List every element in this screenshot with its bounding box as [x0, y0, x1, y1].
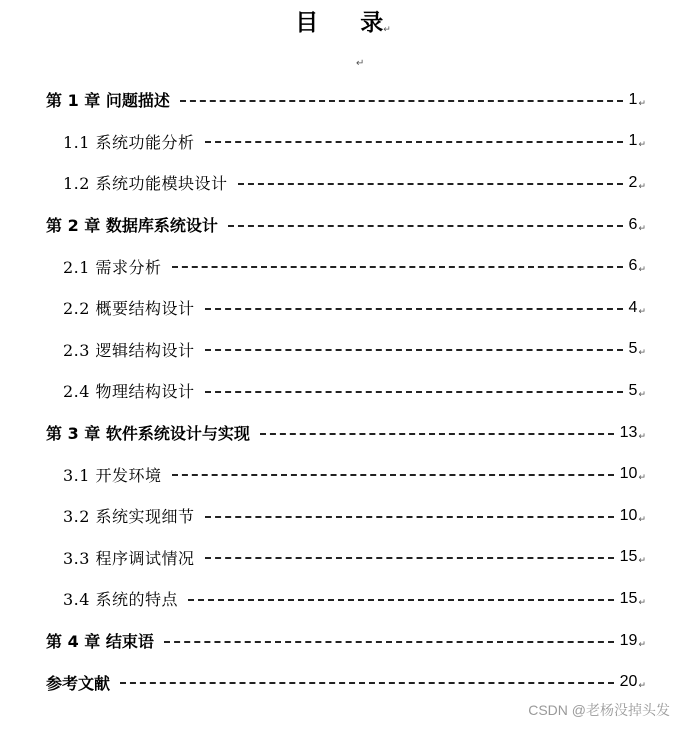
toc-entry-label: 1.1 系统功能分析 [63, 132, 195, 152]
toc-entry-section[interactable] [0, 245, 686, 287]
toc-leader-line [238, 183, 623, 185]
toc-entry-page [620, 465, 646, 483]
empty-paragraph-mark-icon: ↵ [356, 58, 365, 69]
toc-leader-line [205, 141, 623, 143]
toc-entry-label: 第 1 章 问题描述 [46, 91, 170, 111]
paragraph-mark-icon: ↵ [638, 264, 646, 275]
toc-page-number: 5 [628, 340, 638, 358]
toc-entry-chapter[interactable] [0, 620, 686, 662]
toc-entry-section[interactable] [0, 578, 686, 620]
paragraph-mark-icon: ↵ [638, 513, 646, 524]
toc-entry-section[interactable] [0, 495, 686, 537]
paragraph-mark-icon: ↵ [383, 25, 391, 35]
toc-page-number: 15 [619, 548, 638, 566]
toc-entry-section[interactable] [0, 162, 686, 204]
toc-leader-line [205, 308, 623, 310]
paragraph-mark-icon: ↵ [638, 97, 646, 108]
toc-entry-label: 2.2 概要结构设计 [63, 299, 195, 319]
toc-entry-label: 参考文献 [46, 673, 111, 693]
toc-leader-line [164, 641, 614, 643]
toc-entry-label: 第 2 章 数据库系统设计 [46, 216, 218, 236]
toc-page-number: 6 [628, 257, 638, 275]
toc-entry-label: 3.1 开发环境 [63, 465, 162, 485]
toc-leader-line [120, 682, 614, 684]
paragraph-mark-icon: ↵ [638, 430, 646, 441]
toc-entry-label: 第 4 章 结束语 [46, 632, 154, 652]
toc-leader-line [172, 474, 614, 476]
toc-leader-line [205, 516, 614, 518]
toc-page-number: 20 [619, 673, 638, 691]
toc-page-number: 19 [619, 631, 638, 649]
toc-title-part1: 目 [295, 10, 319, 36]
toc-entry-label: 2.3 逻辑结构设计 [63, 340, 195, 360]
paragraph-mark-icon: ↵ [638, 638, 646, 649]
toc-entry-label: 3.4 系统的特点 [63, 590, 179, 610]
toc-entry-label: 2.4 物理结构设计 [63, 382, 195, 402]
paragraph-mark-icon: ↵ [638, 388, 646, 399]
toc-page-number: 5 [628, 381, 638, 399]
paragraph-mark-icon: ↵ [638, 596, 646, 607]
toc-entry-page [620, 590, 646, 608]
toc-entry-chapter[interactable] [0, 412, 686, 454]
toc-entry-label: 1.2 系统功能模块设计 [63, 174, 228, 194]
toc-entry-page [620, 424, 646, 442]
toc-entry-label: 第 3 章 软件系统设计与实现 [46, 424, 250, 444]
toc-entry-page [629, 257, 646, 275]
toc-leader-line [260, 433, 614, 435]
toc-leader-line [205, 391, 623, 393]
toc-leader-line [205, 349, 623, 351]
toc-entry-section[interactable] [0, 537, 686, 579]
toc-entry-page [629, 174, 646, 192]
paragraph-mark-icon: ↵ [638, 139, 646, 150]
toc-entry-section[interactable] [0, 121, 686, 163]
toc-title [0, 4, 686, 37]
toc-page-number: 1 [628, 132, 638, 150]
csdn-watermark: CSDN @老杨没掉头发 [528, 702, 670, 718]
paragraph-mark-icon: ↵ [638, 347, 646, 358]
toc-page-number: 1 [628, 90, 638, 108]
toc-leader-line [188, 599, 614, 601]
paragraph-mark-icon: ↵ [638, 472, 646, 483]
toc-entry-page [629, 382, 646, 400]
toc-entry-page [620, 673, 646, 691]
paragraph-mark-icon: ↵ [638, 680, 646, 691]
toc-entry-label: 3.3 程序调试情况 [63, 548, 195, 568]
paragraph-mark-icon: ↵ [638, 180, 646, 191]
toc-page-number: 10 [619, 465, 638, 483]
toc-page-number: 4 [628, 298, 638, 316]
toc-page-number: 2 [628, 173, 638, 191]
toc-entry-label: 2.1 需求分析 [63, 257, 162, 277]
toc-entry-page [629, 340, 646, 358]
toc-entry-page [629, 299, 646, 317]
toc-page-number: 13 [619, 423, 638, 441]
toc-leader-line [172, 266, 623, 268]
toc-entry-page [620, 632, 646, 650]
toc-page-number: 10 [619, 506, 638, 524]
toc-entry-chapter[interactable] [0, 204, 686, 246]
toc-leader-line [180, 100, 623, 102]
toc-list [0, 79, 686, 703]
toc-entry-section[interactable] [0, 453, 686, 495]
toc-entry-page [629, 132, 646, 150]
toc-entry-page [629, 91, 646, 109]
toc-entry-page [620, 507, 646, 525]
toc-leader-line [228, 225, 623, 227]
toc-entry-section[interactable] [0, 287, 686, 329]
toc-leader-line [205, 557, 614, 559]
toc-page-number: 6 [628, 215, 638, 233]
toc-title-part2: 录 [360, 10, 384, 36]
toc-page-number: 15 [619, 589, 638, 607]
toc-entry-page [620, 548, 646, 566]
toc-entry-chapter[interactable] [0, 661, 686, 703]
toc-entry-page [629, 216, 646, 234]
paragraph-mark-icon: ↵ [638, 555, 646, 566]
toc-entry-section[interactable] [0, 329, 686, 371]
toc-entry-label: 3.2 系统实现细节 [63, 507, 195, 527]
paragraph-mark-icon: ↵ [638, 305, 646, 316]
paragraph-mark-icon: ↵ [638, 222, 646, 233]
toc-entry-section[interactable] [0, 370, 686, 412]
toc-entry-chapter[interactable] [0, 79, 686, 121]
